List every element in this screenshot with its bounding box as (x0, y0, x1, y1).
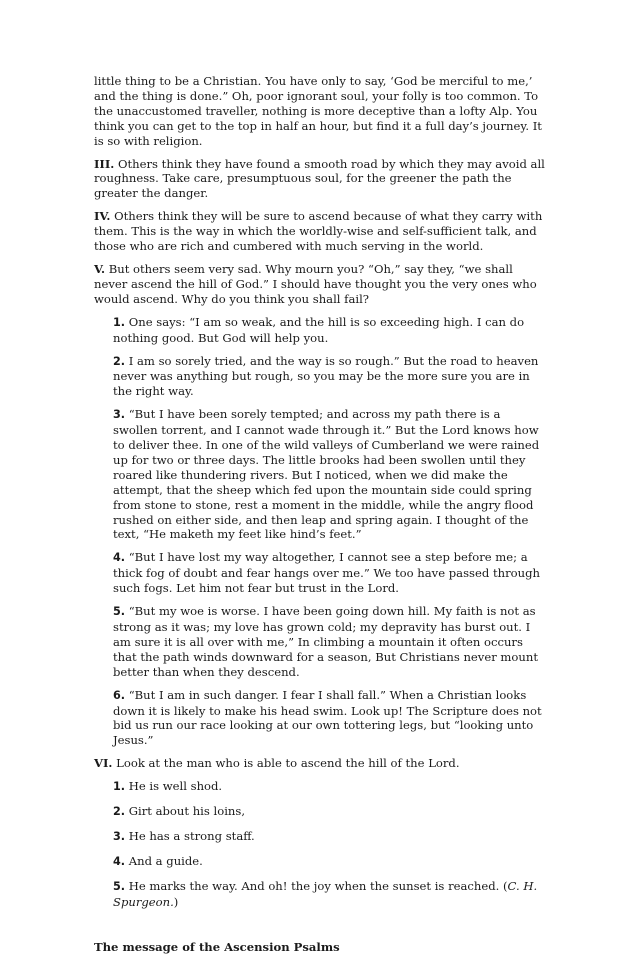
item-number: 4. (113, 551, 126, 565)
list-item (113, 407, 546, 542)
item-text: He marks the way. And oh! the joy when the sunset is reached. ( (125, 878, 508, 893)
item-number: 3. (113, 408, 126, 422)
item-number: 1. (113, 315, 126, 329)
item-text: He is well shod. (125, 779, 223, 794)
paragraph-iv (94, 209, 546, 254)
item-number: 5. (113, 605, 126, 619)
paragraph-v (94, 262, 546, 307)
item-number: 6. (113, 688, 126, 702)
item-text: And a guide. (125, 853, 203, 868)
paragraph-text: But others seem very sad. Why mourn you? “Oh,” say they, “we shall never ascend the hill of God.” I should have thought you the very ones who would ascend. Why do you think you shall fail? (94, 261, 537, 306)
list-item (113, 779, 546, 795)
author-citation: C. H. Spurgeon. (113, 878, 538, 909)
list-item (113, 604, 546, 680)
item-number: 5. (113, 879, 126, 893)
paragraph-text: Others think they will be sure to ascend because of what they carry with them. This is the way in which the worldly-wise and self-sufficient talk, and those who are rich and cumbered with much serving in the world. (94, 209, 543, 254)
list-item (113, 804, 546, 820)
paragraph-iii (94, 157, 546, 202)
item-text: One says: “I am so weak, and the hill is so exceeding high. I can do nothing good. But God will help you. (113, 314, 525, 345)
paragraph-text: Others think they have found a smooth road by which they may avoid all roughness. Take care, presumptuous soul, for the greener the path the greater the danger. (94, 156, 545, 201)
list-item (113, 854, 546, 870)
item-text: He has a strong staff. (125, 828, 255, 843)
section-heading: The message of the Ascension Psalms (94, 939, 340, 954)
item-number: 2. (113, 805, 126, 819)
list-item (113, 315, 546, 346)
paragraph-continuation: little thing to be a Christian. You have only to say, ‘God be merciful to me,’ and the thing is done.” Oh, poor ignorant soul, your folly is too common. To the unaccustomed traveller, nothing is more deceptive than a lofty Alp. You think you can get to the top in half an hour, but find it a full day’s journey. It is so with religion. (94, 74, 542, 148)
item-text: “But I have lost my way altogether, I cannot see a step before me; a thick fog of doubt and fear hangs over me.” We too have passed through such fogs. Let him not fear but trust in the Lord. (113, 550, 540, 596)
item-text-end: ) (173, 894, 179, 909)
document-page (94, 74, 546, 963)
item-text: Girt about his loins, (125, 804, 246, 819)
list-item (113, 688, 546, 749)
list-item (113, 550, 546, 596)
item-text: I am so sorely tried, and the way is so rough.” But the road to heaven never was anything but rough, so you may be the more sure you are in the right way. (113, 353, 539, 399)
list-item (113, 879, 546, 910)
item-text: “But I am in such danger. I fear I shall fall.” When a Christian looks down it is likely to make his head swim. Look up! The Scripture does not bid us run our race looking at our own tottering legs, but “looking unto Jesus.” (113, 687, 542, 748)
item-number: 1. (113, 780, 126, 794)
section-label: V. (94, 261, 106, 276)
item-text: “But my woe is worse. I have been going down hill. My faith is not as strong as it was; my love has grown cold; my depravity has burst out. I am sure it is all over with me,” In climbing a mountain it often occurs that the path winds downward for a season, But Christians never mount better than when they descend. (113, 604, 539, 679)
item-number: 4. (113, 854, 126, 868)
item-number: 3. (113, 829, 126, 843)
paragraph-text: Look at the man who is able to ascend the hill of the Lord. (112, 756, 460, 771)
section-label: IV. (94, 209, 111, 224)
section-label: III. (94, 156, 115, 171)
item-number: 2. (113, 354, 126, 368)
section-label: VI. (94, 756, 113, 771)
item-text: “But I have been sorely tempted; and across my path there is a swollen torrent, and I cannot wade through it.” But the Lord knows how to deliver thee. In one of the wild valleys of Cumberland we were rained up for two or three days. The little brooks had been swollen until they roared like thundering rivers. But I noticed, when we did make the attempt, that the sheep which fed upon the mountain side could spring from stone to stone, rest a moment in the middle, while the angry flood rushed on either side, and then leap and spring again. I thought of the text, “He maketh my feet like hind’s feet.” (113, 407, 540, 542)
paragraph-vi (94, 756, 546, 771)
list-item (113, 829, 546, 845)
list-item (113, 354, 546, 400)
